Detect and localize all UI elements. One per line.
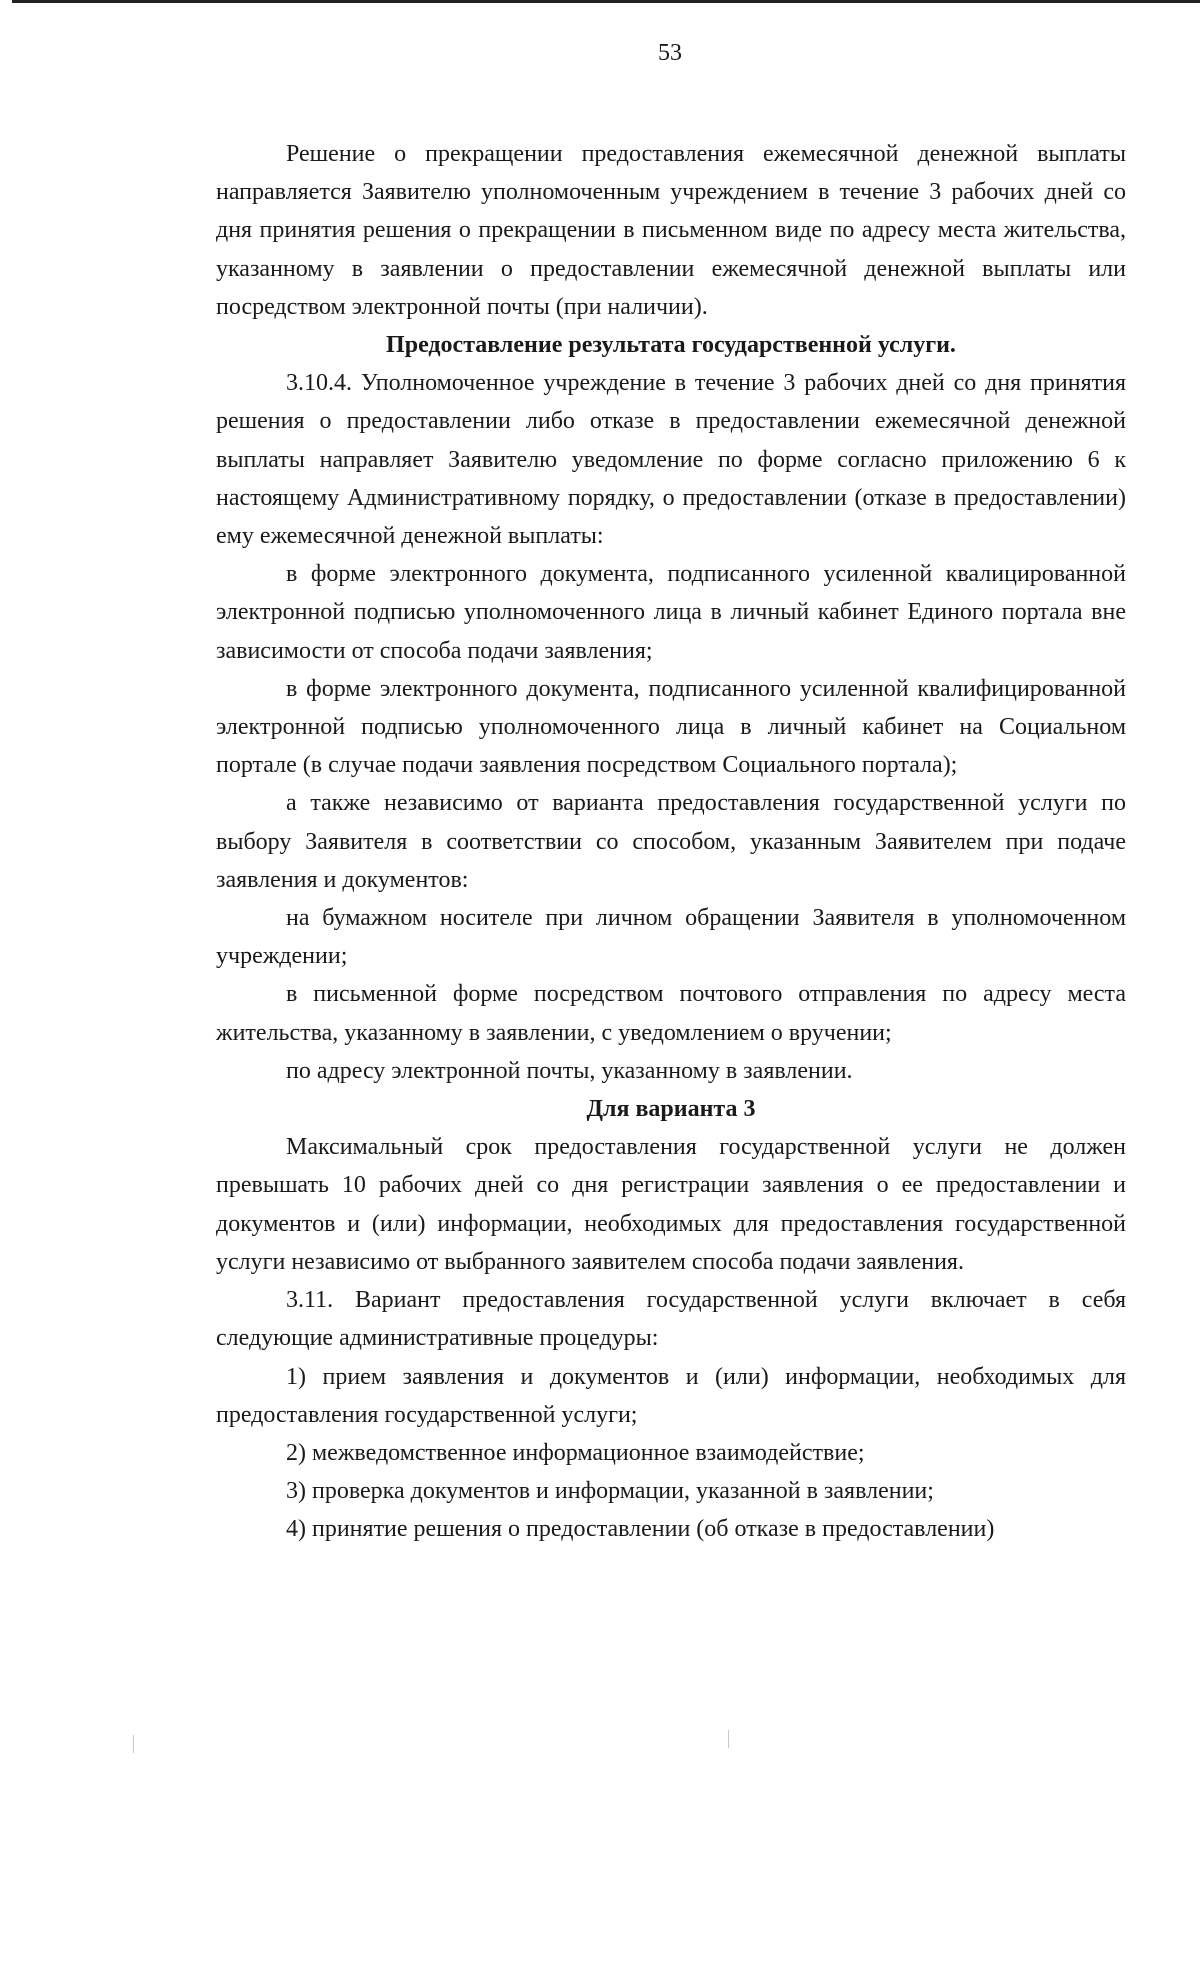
paragraph: а также независимо от варианта предоставления государственной услуги по выбору Заявителя в соответствии со способом, указанным Заявителем при подаче заявления и документов:: [216, 790, 1126, 893]
scan-artifact-line: [133, 1735, 134, 1753]
section-heading: Для варианта 3: [586, 1096, 756, 1123]
paragraph: в форме электронного документа, подписанного усиленной квалицированной электронной подписью уполномоченного лица в личный кабинет Единого портала вне зависимости от способа подачи заявления;: [216, 561, 1126, 664]
paragraph: 3.11. Вариант предоставления государственной услуги включает в себя следующие административные процедуры:: [216, 1287, 1126, 1352]
list-item: 2) межведомственное информационное взаимодействие;: [286, 1439, 865, 1466]
paragraph: в форме электронного документа, подписанного усиленной квалифицированной электронной подписью уполномоченного лица в личный кабинет на Социальном портале (в случае подачи заявления посредством Социального портала);: [216, 675, 1126, 779]
list-item: 4) принятие решения о предоставлении (об отказе в предоставлении): [286, 1516, 995, 1543]
paragraph: Максимальный срок предоставления государственной услуги не должен превышать 10 рабочих дней со дня регистрации заявления о ее предоставлении и документов и (или) информации, необходимых для предоставления государственной услуги независимо от выбранного заявителем способа подачи заявления.: [216, 1134, 1126, 1275]
page-number: 53: [658, 40, 682, 66]
scan-artifact-line: [728, 1730, 729, 1748]
list-item: 3) проверка документов и информации, указанной в заявлении;: [286, 1478, 934, 1505]
paragraph: в письменной форме посредством почтового отправления по адресу места жительства, указанному в заявлении, с уведомлением о вручении;: [216, 981, 1126, 1046]
scan-top-border: [12, 0, 1200, 3]
list-item: 1) прием заявления и документов и (или) информации, необходимых для предоставления государственной услуги;: [216, 1363, 1126, 1428]
paragraph: на бумажном носителе при личном обращении Заявителя в уполномоченном учреждении;: [216, 905, 1126, 970]
paragraph: по адресу электронной почты, указанному в заявлении.: [286, 1057, 853, 1084]
paragraph: Решение о прекращении предоставления ежемесячной денежной выплаты направляется Заявителю уполномоченным учреждением в течение 3 рабочих дней со дня принятия решения о прекращении в письменном виде по адресу места жительства, указанному в заявлении о предоставлении ежемесячной денежной выплаты или посредством электронной почты (при наличии).: [216, 141, 1126, 320]
section-heading: Предоставление результата государственной услуги.: [386, 332, 956, 359]
document-body: [216, 135, 1126, 1549]
paragraph: 3.10.4. Уполномоченное учреждение в течение 3 рабочих дней со дня принятия решения о предоставлении либо отказе в предоставлении ежемесячной денежной выплаты направляет Заявителю уведомление по форме согласно приложению 6 к настоящему Административному порядку, о предоставлении (отказе в предоставлении) ему ежемесячной денежной выплаты:: [216, 370, 1126, 550]
